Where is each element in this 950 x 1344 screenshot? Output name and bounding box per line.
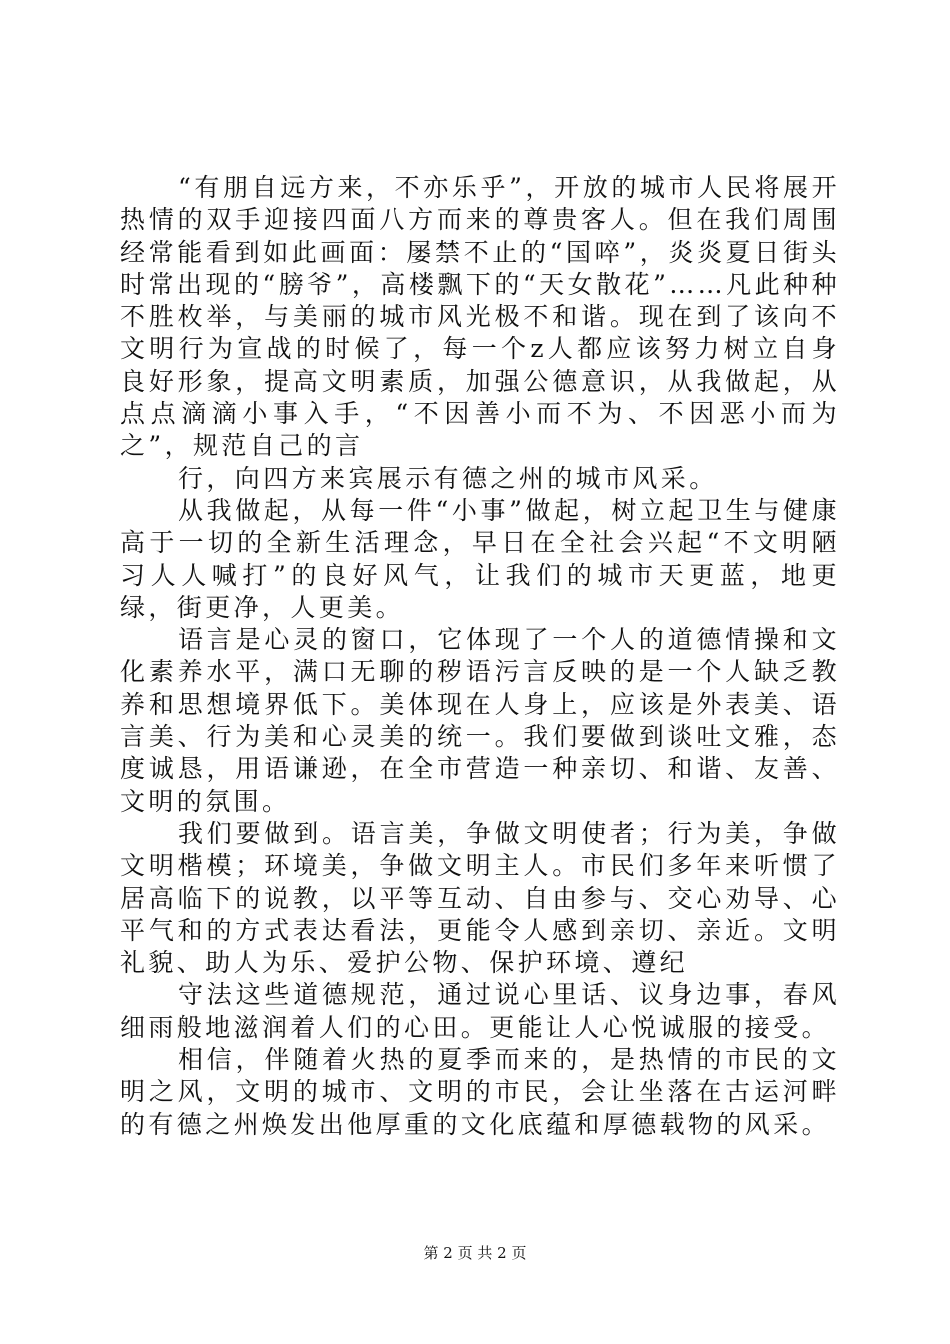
paragraph-4: 语言是心灵的窗口，它体现了一个人的道德情操和文化素养水平，满口无聊的秽语污言反映的是一个人缺乏教养和思想境界低下。美体现在人身上，应该是外表美、语言美、行为美和心灵美的统一。我们要做到谈吐文雅，态度诚恳，用语谦逊，在全市营造一种亲切、和谐、友善、文明的氛围。 — [120, 625, 840, 816]
paragraph-1: “有朋自远方来，不亦乐乎”，开放的城市人民将展开热情的双手迎接四面八方而来的尊贵客人。但在我们周围经常能看到如此画面：屡禁不止的“国啐”，炎炎夏日街头时常出现的“膀爷”，高楼飘下的“天女散花”……凡此种种不胜枚举，与美丽的城市风光极不和谐。现在到了该向不文明行为宣战的时候了，每一个z人都应该努力树立自身良好形象，提高文明素质，加强公德意识，从我做起，从点点滴滴小事入手，“不因善小而不为、不因恶小而为之”，规范自己的言 — [120, 173, 840, 461]
paragraph-3: 从我做起，从每一件“小事”做起，树立起卫生与健康高于一切的全新生活理念，早日在全社会兴起“不文明陋习人人喊打”的良好风气，让我们的城市天更蓝，地更绿，街更净，人更美。 — [120, 495, 840, 622]
document-body — [120, 172, 840, 1141]
page-footer — [0, 1242, 950, 1263]
paragraph-6: 守法这些道德规范，通过说心里话、议身边事，春风细雨般地滋润着人们的心田。更能让人心悦诚服的接受。 — [120, 980, 840, 1042]
paragraph-7: 相信，伴随着火热的夏季而来的，是热情的市民的文明之风，文明的城市、文明的市民，会让坐落在古运河畔的有德之州焕发出他厚重的文化底蕴和厚德载物的风采。 — [120, 1045, 840, 1139]
paragraph-2: 行，向四方来宾展示有德之州的城市风采。 — [178, 463, 718, 493]
paragraph-5: 我们要做到。语言美，争做文明使者；行为美，争做文明楷模；环境美，争做文明主人。市民们多年来听惯了居高临下的说教，以平等互动、自由参与、交心劝导、心平气和的方式表达看法，更能令人感到亲切、亲近。文明礼貌、助人为乐、爱护公物、保护环境、遵纪 — [120, 818, 840, 978]
page-number: 第 2 页 共 2 页 — [423, 1244, 527, 1262]
